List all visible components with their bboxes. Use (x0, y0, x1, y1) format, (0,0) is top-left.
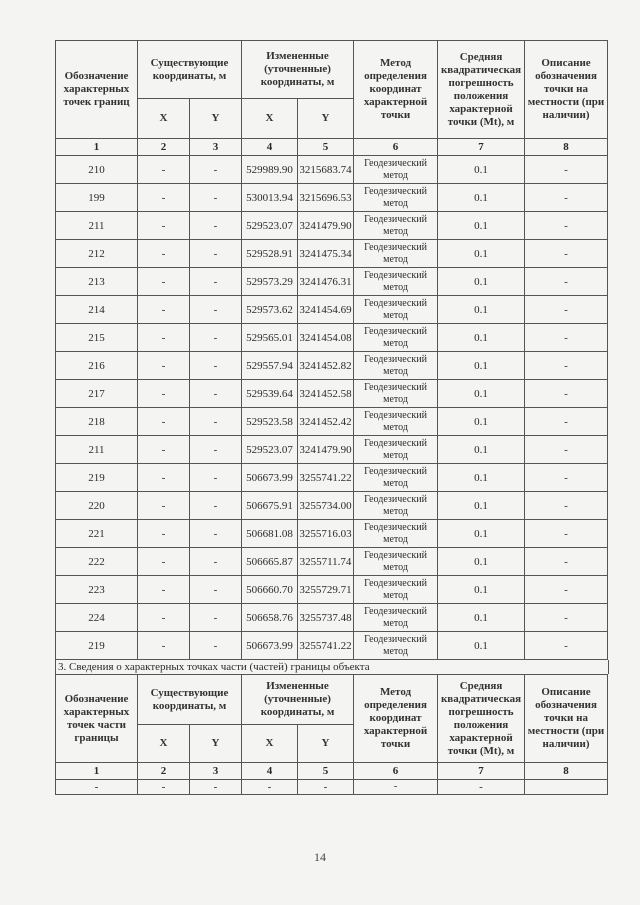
existing-y-cell: - (190, 548, 242, 576)
error-cell: 0.1 (438, 184, 525, 212)
table-row (56, 324, 608, 352)
changed-x-cell: 529539.64 (242, 380, 298, 408)
table-row (56, 408, 608, 436)
point-designation-cell: 214 (56, 296, 138, 324)
header-existing-coords: Существующие координаты, м (138, 41, 242, 99)
existing-y-cell: - (190, 780, 242, 795)
point-designation-cell: 213 (56, 268, 138, 296)
col-number: 7 (438, 763, 525, 780)
changed-x-cell: - (242, 780, 298, 795)
existing-x-cell: - (138, 548, 190, 576)
changed-x-cell: 530013.94 (242, 184, 298, 212)
description-cell: - (525, 156, 608, 184)
existing-x-cell: - (138, 324, 190, 352)
point-designation-cell: 217 (56, 380, 138, 408)
changed-x-cell: 529523.07 (242, 436, 298, 464)
point-designation-cell: 210 (56, 156, 138, 184)
error-cell: 0.1 (438, 632, 525, 660)
col-number: 6 (354, 139, 438, 156)
method-cell: Геодезический метод (354, 436, 438, 464)
method-cell: - (354, 780, 438, 795)
existing-x-cell: - (138, 212, 190, 240)
changed-y-cell: 3241452.58 (298, 380, 354, 408)
changed-y-cell: 3241452.82 (298, 352, 354, 380)
changed-y-cell: 3255741.22 (298, 632, 354, 660)
page-number: 14 (314, 850, 326, 864)
changed-x-cell: 529565.01 (242, 324, 298, 352)
existing-x-cell: - (138, 436, 190, 464)
changed-x-cell: 529523.58 (242, 408, 298, 436)
changed-y-cell: 3241476.31 (298, 268, 354, 296)
existing-x-cell: - (138, 576, 190, 604)
column-numbers-row (56, 139, 608, 156)
error-cell: 0.1 (438, 548, 525, 576)
error-cell: 0.1 (438, 212, 525, 240)
point-designation-cell: 215 (56, 324, 138, 352)
existing-x-cell: - (138, 604, 190, 632)
header-changed-x: X (242, 725, 298, 763)
existing-x-cell: - (138, 352, 190, 380)
description-cell: - (525, 380, 608, 408)
header-method: Метод определения координат характерной точки (354, 41, 438, 139)
point-designation-cell: 223 (56, 576, 138, 604)
existing-x-cell: - (138, 380, 190, 408)
existing-x-cell: - (138, 408, 190, 436)
error-cell: 0.1 (438, 380, 525, 408)
point-designation-cell: 212 (56, 240, 138, 268)
col-number: 4 (242, 763, 298, 780)
changed-y-cell: 3241454.08 (298, 324, 354, 352)
description-cell: - (525, 492, 608, 520)
error-cell: 0.1 (438, 268, 525, 296)
method-cell: Геодезический метод (354, 380, 438, 408)
description-cell: - (525, 184, 608, 212)
method-cell: Геодезический метод (354, 212, 438, 240)
changed-y-cell: 3241479.90 (298, 212, 354, 240)
existing-y-cell: - (190, 240, 242, 268)
method-cell: Геодезический метод (354, 576, 438, 604)
method-cell: Геодезический метод (354, 268, 438, 296)
col-number: 4 (242, 139, 298, 156)
changed-y-cell: - (298, 780, 354, 795)
existing-x-cell: - (138, 780, 190, 795)
header-existing-y: Y (190, 725, 242, 763)
description-cell: - (525, 212, 608, 240)
header-changed-y: Y (298, 725, 354, 763)
table-row (56, 352, 608, 380)
point-designation-cell: 211 (56, 436, 138, 464)
table-row (56, 548, 608, 576)
error-cell: 0.1 (438, 324, 525, 352)
existing-y-cell: - (190, 296, 242, 324)
table-row (56, 268, 608, 296)
changed-x-cell: 506681.08 (242, 520, 298, 548)
col-number: 3 (190, 139, 242, 156)
point-designation-cell: 221 (56, 520, 138, 548)
existing-y-cell: - (190, 156, 242, 184)
error-cell: 0.1 (438, 436, 525, 464)
method-cell: Геодезический метод (354, 464, 438, 492)
changed-y-cell: 3241452.42 (298, 408, 354, 436)
description-cell: - (525, 520, 608, 548)
table-row (56, 492, 608, 520)
table-row (56, 212, 608, 240)
error-cell: 0.1 (438, 492, 525, 520)
description-cell: - (525, 632, 608, 660)
method-cell: Геодезический метод (354, 408, 438, 436)
changed-x-cell: 529989.90 (242, 156, 298, 184)
header-changed-y: Y (298, 99, 354, 139)
col-number: 1 (56, 763, 138, 780)
method-cell: Геодезический метод (354, 156, 438, 184)
table-row (56, 296, 608, 324)
point-designation-cell: 211 (56, 212, 138, 240)
changed-y-cell: 3255737.48 (298, 604, 354, 632)
boundary-points-table (55, 40, 608, 660)
table-row (56, 576, 608, 604)
table-row (56, 464, 608, 492)
method-cell: Геодезический метод (354, 352, 438, 380)
header-existing-coords: Существующие координаты, м (138, 675, 242, 725)
col-number: 5 (298, 763, 354, 780)
point-designation-cell: 218 (56, 408, 138, 436)
existing-y-cell: - (190, 324, 242, 352)
changed-y-cell: 3241479.90 (298, 436, 354, 464)
point-designation-cell: 222 (56, 548, 138, 576)
error-cell: - (438, 780, 525, 795)
description-cell: - (525, 548, 608, 576)
table-row (56, 520, 608, 548)
table-row (56, 604, 608, 632)
col-number: 2 (138, 139, 190, 156)
header-error: Средняя квадратическая погрешность положения характерной точки (Mt), м (438, 41, 525, 139)
point-designation-cell: - (56, 780, 138, 795)
changed-x-cell: 529528.91 (242, 240, 298, 268)
changed-x-cell: 506658.76 (242, 604, 298, 632)
existing-y-cell: - (190, 576, 242, 604)
col-number: 5 (298, 139, 354, 156)
existing-x-cell: - (138, 184, 190, 212)
col-number: 8 (525, 763, 608, 780)
col-number: 6 (354, 763, 438, 780)
changed-y-cell: 3241454.69 (298, 296, 354, 324)
point-designation-cell: 220 (56, 492, 138, 520)
changed-y-cell: 3255711.74 (298, 548, 354, 576)
header-description: Описание обозначения точки на местности (при наличии) (525, 41, 608, 139)
existing-x-cell: - (138, 492, 190, 520)
existing-x-cell: - (138, 632, 190, 660)
column-numbers-row (56, 763, 608, 780)
existing-x-cell: - (138, 268, 190, 296)
method-cell: Геодезический метод (354, 184, 438, 212)
changed-x-cell: 506660.70 (242, 576, 298, 604)
method-cell: Геодезический метод (354, 632, 438, 660)
description-cell: - (525, 604, 608, 632)
description-cell (525, 780, 608, 795)
existing-x-cell: - (138, 240, 190, 268)
changed-y-cell: 3255741.22 (298, 464, 354, 492)
error-cell: 0.1 (438, 240, 525, 268)
description-cell: - (525, 408, 608, 436)
description-cell: - (525, 576, 608, 604)
description-cell: - (525, 464, 608, 492)
changed-x-cell: 529557.94 (242, 352, 298, 380)
existing-y-cell: - (190, 352, 242, 380)
table-row (56, 436, 608, 464)
changed-x-cell: 529523.07 (242, 212, 298, 240)
existing-y-cell: - (190, 212, 242, 240)
changed-y-cell: 3255729.71 (298, 576, 354, 604)
method-cell: Геодезический метод (354, 548, 438, 576)
changed-x-cell: 529573.62 (242, 296, 298, 324)
method-cell: Геодезический метод (354, 604, 438, 632)
existing-x-cell: - (138, 464, 190, 492)
description-cell: - (525, 268, 608, 296)
section-3-title: 3. Сведения о характерных точках части (частей) границы объекта (55, 660, 609, 674)
table-row (56, 632, 608, 660)
description-cell: - (525, 352, 608, 380)
header-error: Средняя квадратическая погрешность положения характерной точки (Mt), м (438, 675, 525, 763)
method-cell: Геодезический метод (354, 324, 438, 352)
header-description: Описание обозначения точки на местности (при наличии) (525, 675, 608, 763)
changed-x-cell: 506673.99 (242, 464, 298, 492)
col-number: 8 (525, 139, 608, 156)
error-cell: 0.1 (438, 408, 525, 436)
error-cell: 0.1 (438, 352, 525, 380)
error-cell: 0.1 (438, 156, 525, 184)
existing-y-cell: - (190, 632, 242, 660)
changed-y-cell: 3255716.03 (298, 520, 354, 548)
description-cell: - (525, 240, 608, 268)
existing-y-cell: - (190, 268, 242, 296)
existing-y-cell: - (190, 492, 242, 520)
table-row (56, 156, 608, 184)
col-number: 2 (138, 763, 190, 780)
header-existing-x: X (138, 99, 190, 139)
error-cell: 0.1 (438, 604, 525, 632)
method-cell: Геодезический метод (354, 296, 438, 324)
changed-x-cell: 506675.91 (242, 492, 298, 520)
header-designation: Обозначение характерных точек части границы (56, 675, 138, 763)
description-cell: - (525, 296, 608, 324)
changed-y-cell: 3215683.74 (298, 156, 354, 184)
col-number: 1 (56, 139, 138, 156)
point-designation-cell: 216 (56, 352, 138, 380)
error-cell: 0.1 (438, 520, 525, 548)
method-cell: Геодезический метод (354, 520, 438, 548)
changed-x-cell: 506673.99 (242, 632, 298, 660)
existing-x-cell: - (138, 156, 190, 184)
error-cell: 0.1 (438, 576, 525, 604)
existing-y-cell: - (190, 520, 242, 548)
existing-y-cell: - (190, 464, 242, 492)
existing-x-cell: - (138, 296, 190, 324)
table-row (56, 380, 608, 408)
point-designation-cell: 199 (56, 184, 138, 212)
table-row (56, 780, 608, 795)
part-boundary-points-table (55, 674, 608, 795)
changed-y-cell: 3241475.34 (298, 240, 354, 268)
method-cell: Геодезический метод (354, 240, 438, 268)
table-row (56, 184, 608, 212)
header-changed-x: X (242, 99, 298, 139)
col-number: 7 (438, 139, 525, 156)
changed-y-cell: 3215696.53 (298, 184, 354, 212)
point-designation-cell: 224 (56, 604, 138, 632)
header-changed-coords: Измененные (уточненные) координаты, м (242, 41, 354, 99)
point-designation-cell: 219 (56, 464, 138, 492)
error-cell: 0.1 (438, 464, 525, 492)
header-method: Метод определения координат характерной точки (354, 675, 438, 763)
point-designation-cell: 219 (56, 632, 138, 660)
error-cell: 0.1 (438, 296, 525, 324)
changed-y-cell: 3255734.00 (298, 492, 354, 520)
existing-y-cell: - (190, 380, 242, 408)
table-row (56, 240, 608, 268)
header-existing-y: Y (190, 99, 242, 139)
header-designation: Обозначение характерных точек границ (56, 41, 138, 139)
existing-y-cell: - (190, 436, 242, 464)
method-cell: Геодезический метод (354, 492, 438, 520)
existing-y-cell: - (190, 408, 242, 436)
changed-x-cell: 529573.29 (242, 268, 298, 296)
description-cell: - (525, 436, 608, 464)
header-changed-coords: Измененные (уточненные) координаты, м (242, 675, 354, 725)
description-cell: - (525, 324, 608, 352)
existing-y-cell: - (190, 184, 242, 212)
changed-x-cell: 506665.87 (242, 548, 298, 576)
document-sheet (55, 40, 607, 795)
header-existing-x: X (138, 725, 190, 763)
col-number: 3 (190, 763, 242, 780)
existing-x-cell: - (138, 520, 190, 548)
existing-y-cell: - (190, 604, 242, 632)
